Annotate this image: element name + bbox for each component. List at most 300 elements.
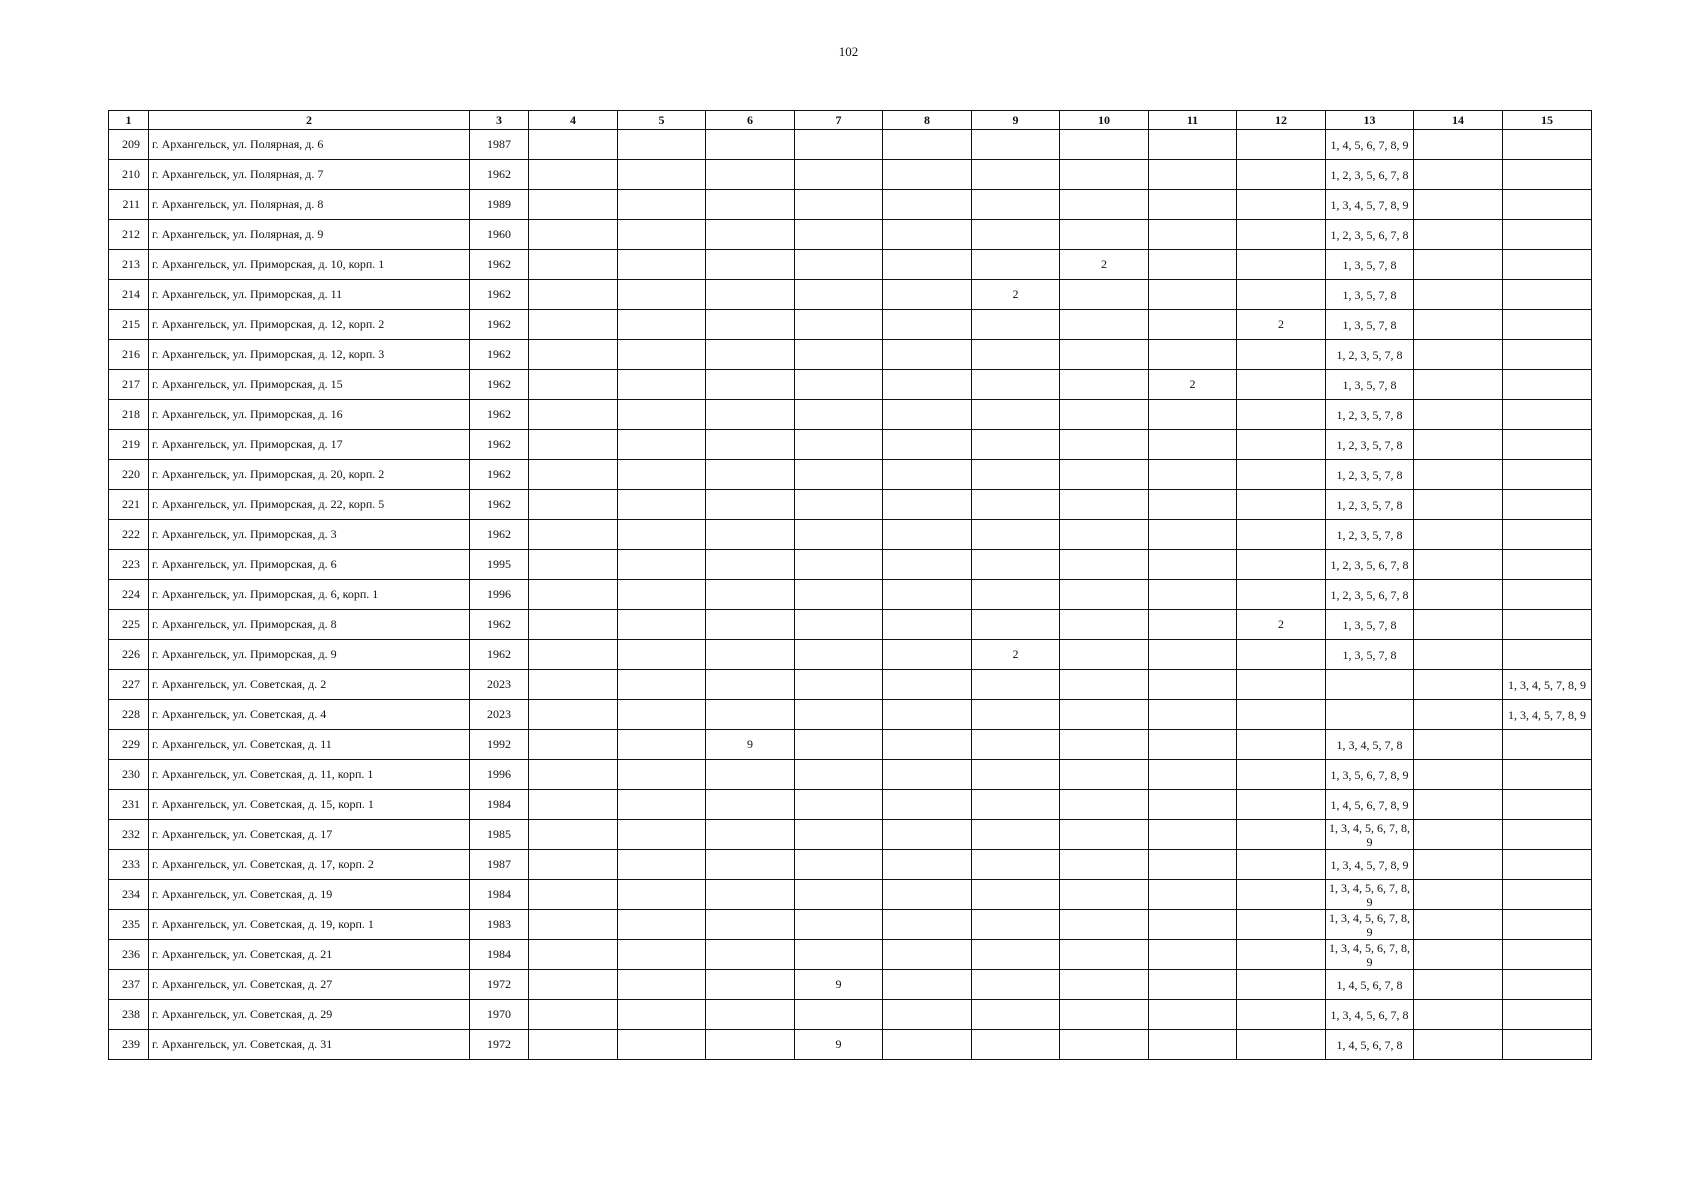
table-row [109, 280, 1592, 310]
col-14-cell [1414, 400, 1503, 430]
row-number-cell: 239 [109, 1030, 149, 1060]
column-header: 8 [883, 111, 972, 130]
col-15-cell [1503, 280, 1592, 310]
col-13-cell: 1, 2, 3, 5, 7, 8 [1326, 340, 1414, 370]
year-cell: 1962 [470, 400, 529, 430]
year-cell: 2023 [470, 700, 529, 730]
row-number-cell: 236 [109, 940, 149, 970]
col-14-cell [1414, 1030, 1503, 1060]
col-13-cell: 1, 3, 5, 7, 8 [1326, 310, 1414, 340]
col-13-cell: 1, 3, 5, 6, 7, 8, 9 [1326, 760, 1414, 790]
address-cell: г. Архангельск, ул. Советская, д. 21 [149, 940, 470, 970]
col-4-cell [529, 700, 618, 730]
col-4-cell [529, 730, 618, 760]
col-12-cell [1237, 580, 1326, 610]
col-11-cell [1149, 490, 1237, 520]
col-4-cell [529, 1000, 618, 1030]
row-number-cell: 234 [109, 880, 149, 910]
col-6-cell [706, 640, 795, 670]
col-5-cell [618, 400, 706, 430]
address-cell: г. Архангельск, ул. Советская, д. 11, корп. 1 [149, 760, 470, 790]
col-9-cell [972, 580, 1060, 610]
header-row [109, 111, 1592, 130]
col-13-cell: 1, 3, 4, 5, 7, 8 [1326, 730, 1414, 760]
col-12-cell [1237, 760, 1326, 790]
year-cell: 1962 [470, 430, 529, 460]
col-5-cell [618, 910, 706, 940]
col-13-cell: 1, 4, 5, 6, 7, 8, 9 [1326, 130, 1414, 160]
col-9-cell [972, 850, 1060, 880]
col-9-cell [972, 190, 1060, 220]
col-14-cell [1414, 700, 1503, 730]
col-14-cell [1414, 160, 1503, 190]
col-9-cell [972, 970, 1060, 1000]
col-8-cell [883, 730, 972, 760]
col-6-cell [706, 1030, 795, 1060]
row-number-cell: 216 [109, 340, 149, 370]
col-13-cell [1326, 700, 1414, 730]
table-row [109, 760, 1592, 790]
year-cell: 1995 [470, 550, 529, 580]
col-6-cell [706, 790, 795, 820]
col-5-cell [618, 160, 706, 190]
col-4-cell [529, 220, 618, 250]
col-13-cell: 1, 3, 5, 7, 8 [1326, 250, 1414, 280]
col-6-cell [706, 850, 795, 880]
col-13-cell: 1, 3, 4, 5, 6, 7, 8, 9 [1326, 940, 1414, 970]
address-cell: г. Архангельск, ул. Советская, д. 4 [149, 700, 470, 730]
col-14-cell [1414, 820, 1503, 850]
col-7-cell [795, 280, 883, 310]
address-cell: г. Архангельск, ул. Приморская, д. 17 [149, 430, 470, 460]
col-11-cell [1149, 430, 1237, 460]
col-7-cell [795, 910, 883, 940]
col-8-cell [883, 430, 972, 460]
col-11-cell [1149, 610, 1237, 640]
table-row [109, 340, 1592, 370]
col-7-cell [795, 850, 883, 880]
col-6-cell [706, 490, 795, 520]
col-10-cell [1060, 520, 1149, 550]
col-13-cell [1326, 670, 1414, 700]
col-11-cell [1149, 190, 1237, 220]
address-cell: г. Архангельск, ул. Приморская, д. 22, корп. 5 [149, 490, 470, 520]
year-cell: 1996 [470, 580, 529, 610]
col-5-cell [618, 580, 706, 610]
row-number-cell: 213 [109, 250, 149, 280]
col-11-cell [1149, 1000, 1237, 1030]
col-14-cell [1414, 250, 1503, 280]
col-13-cell: 1, 2, 3, 5, 7, 8 [1326, 520, 1414, 550]
col-4-cell [529, 940, 618, 970]
col-14-cell [1414, 550, 1503, 580]
row-number-cell: 223 [109, 550, 149, 580]
col-14-cell [1414, 1000, 1503, 1030]
row-number-cell: 220 [109, 460, 149, 490]
col-8-cell [883, 610, 972, 640]
row-number-cell: 237 [109, 970, 149, 1000]
row-number-cell: 228 [109, 700, 149, 730]
col-15-cell [1503, 610, 1592, 640]
year-cell: 1996 [470, 760, 529, 790]
col-5-cell [618, 310, 706, 340]
col-14-cell [1414, 910, 1503, 940]
col-6-cell [706, 910, 795, 940]
col-5-cell [618, 730, 706, 760]
col-8-cell [883, 160, 972, 190]
col-8-cell [883, 460, 972, 490]
year-cell: 1984 [470, 880, 529, 910]
col-5-cell [618, 550, 706, 580]
address-cell: г. Архангельск, ул. Приморская, д. 6 [149, 550, 470, 580]
col-15-cell [1503, 340, 1592, 370]
col-13-cell: 1, 3, 4, 5, 6, 7, 8, 9 [1326, 880, 1414, 910]
row-number-cell: 209 [109, 130, 149, 160]
col-6-cell [706, 580, 795, 610]
col-9-cell [972, 490, 1060, 520]
col-6-cell [706, 190, 795, 220]
col-6-cell [706, 460, 795, 490]
col-4-cell [529, 520, 618, 550]
register-body [109, 130, 1592, 1060]
col-12-cell [1237, 970, 1326, 1000]
col-11-cell [1149, 520, 1237, 550]
table-row [109, 940, 1592, 970]
address-cell: г. Архангельск, ул. Приморская, д. 6, корп. 1 [149, 580, 470, 610]
table-row [109, 130, 1592, 160]
col-4-cell [529, 130, 618, 160]
col-7-cell [795, 760, 883, 790]
col-13-cell: 1, 2, 3, 5, 7, 8 [1326, 490, 1414, 520]
column-header: 10 [1060, 111, 1149, 130]
address-cell: г. Архангельск, ул. Приморская, д. 11 [149, 280, 470, 310]
col-6-cell: 9 [706, 730, 795, 760]
col-12-cell [1237, 640, 1326, 670]
col-15-cell [1503, 850, 1592, 880]
page-number: 102 [838, 44, 859, 59]
col-11-cell [1149, 730, 1237, 760]
col-8-cell [883, 280, 972, 310]
address-cell: г. Архангельск, ул. Приморская, д. 12, корп. 3 [149, 340, 470, 370]
year-cell: 1987 [470, 850, 529, 880]
col-11-cell [1149, 760, 1237, 790]
col-5-cell [618, 700, 706, 730]
row-number-cell: 212 [109, 220, 149, 250]
address-cell: г. Архангельск, ул. Советская, д. 2 [149, 670, 470, 700]
col-9-cell [972, 130, 1060, 160]
col-8-cell [883, 910, 972, 940]
col-14-cell [1414, 790, 1503, 820]
col-5-cell [618, 850, 706, 880]
col-15-cell [1503, 580, 1592, 610]
col-9-cell [972, 670, 1060, 700]
col-11-cell [1149, 580, 1237, 610]
col-7-cell [795, 520, 883, 550]
col-11-cell [1149, 880, 1237, 910]
col-8-cell [883, 370, 972, 400]
column-header: 1 [109, 111, 149, 130]
column-header: 4 [529, 111, 618, 130]
table-row [109, 670, 1592, 700]
col-5-cell [618, 280, 706, 310]
col-10-cell [1060, 670, 1149, 700]
col-6-cell [706, 550, 795, 580]
table-row [109, 550, 1592, 580]
col-8-cell [883, 310, 972, 340]
table-row [109, 610, 1592, 640]
col-10-cell [1060, 400, 1149, 430]
col-12-cell [1237, 190, 1326, 220]
col-6-cell [706, 310, 795, 340]
col-11-cell [1149, 910, 1237, 940]
table-row [109, 640, 1592, 670]
col-12-cell [1237, 670, 1326, 700]
address-cell: г. Архангельск, ул. Советская, д. 19, корп. 1 [149, 910, 470, 940]
table-row [109, 1030, 1592, 1060]
col-4-cell [529, 910, 618, 940]
column-header: 5 [618, 111, 706, 130]
col-12-cell [1237, 130, 1326, 160]
col-4-cell [529, 760, 618, 790]
col-6-cell [706, 370, 795, 400]
col-9-cell [972, 940, 1060, 970]
col-5-cell [618, 520, 706, 550]
year-cell: 1962 [470, 460, 529, 490]
col-12-cell [1237, 280, 1326, 310]
col-14-cell [1414, 220, 1503, 250]
col-4-cell [529, 1030, 618, 1060]
col-5-cell [618, 670, 706, 700]
col-13-cell: 1, 2, 3, 5, 7, 8 [1326, 460, 1414, 490]
year-cell: 1962 [470, 370, 529, 400]
col-8-cell [883, 640, 972, 670]
col-15-cell [1503, 790, 1592, 820]
col-9-cell [972, 370, 1060, 400]
col-9-cell: 2 [972, 280, 1060, 310]
col-14-cell [1414, 580, 1503, 610]
address-cell: г. Архангельск, ул. Советская, д. 17 [149, 820, 470, 850]
col-4-cell [529, 790, 618, 820]
col-10-cell [1060, 790, 1149, 820]
col-11-cell: 2 [1149, 370, 1237, 400]
col-8-cell [883, 850, 972, 880]
col-9-cell [972, 220, 1060, 250]
col-4-cell [529, 490, 618, 520]
col-7-cell [795, 790, 883, 820]
col-10-cell [1060, 1030, 1149, 1060]
col-10-cell [1060, 760, 1149, 790]
col-11-cell [1149, 250, 1237, 280]
col-10-cell [1060, 190, 1149, 220]
col-15-cell [1503, 160, 1592, 190]
col-7-cell [795, 250, 883, 280]
table-row [109, 430, 1592, 460]
col-4-cell [529, 250, 618, 280]
col-11-cell [1149, 790, 1237, 820]
row-number-cell: 210 [109, 160, 149, 190]
col-6-cell [706, 820, 795, 850]
table-row [109, 790, 1592, 820]
col-7-cell [795, 730, 883, 760]
col-10-cell [1060, 340, 1149, 370]
col-4-cell [529, 190, 618, 220]
col-8-cell [883, 250, 972, 280]
col-12-cell [1237, 790, 1326, 820]
col-12-cell [1237, 430, 1326, 460]
column-header: 15 [1503, 111, 1592, 130]
col-10-cell [1060, 640, 1149, 670]
address-cell: г. Архангельск, ул. Приморская, д. 15 [149, 370, 470, 400]
col-15-cell [1503, 910, 1592, 940]
table-row [109, 160, 1592, 190]
col-9-cell [972, 610, 1060, 640]
year-cell: 1992 [470, 730, 529, 760]
col-14-cell [1414, 190, 1503, 220]
year-cell: 1962 [470, 310, 529, 340]
year-cell: 1984 [470, 940, 529, 970]
col-6-cell [706, 610, 795, 640]
col-4-cell [529, 460, 618, 490]
col-13-cell: 1, 4, 5, 6, 7, 8 [1326, 970, 1414, 1000]
col-14-cell [1414, 310, 1503, 340]
col-15-cell [1503, 430, 1592, 460]
col-6-cell [706, 430, 795, 460]
col-12-cell [1237, 880, 1326, 910]
col-13-cell: 1, 4, 5, 6, 7, 8, 9 [1326, 790, 1414, 820]
address-cell: г. Архангельск, ул. Полярная, д. 7 [149, 160, 470, 190]
col-15-cell [1503, 460, 1592, 490]
column-header: 11 [1149, 111, 1237, 130]
col-14-cell [1414, 460, 1503, 490]
col-11-cell [1149, 550, 1237, 580]
col-9-cell [972, 880, 1060, 910]
year-cell: 1983 [470, 910, 529, 940]
col-8-cell [883, 190, 972, 220]
col-15-cell [1503, 550, 1592, 580]
col-9-cell [972, 160, 1060, 190]
row-number-cell: 225 [109, 610, 149, 640]
col-4-cell [529, 430, 618, 460]
year-cell: 1987 [470, 130, 529, 160]
col-8-cell [883, 400, 972, 430]
col-9-cell [972, 700, 1060, 730]
col-9-cell [972, 430, 1060, 460]
col-11-cell [1149, 460, 1237, 490]
address-cell: г. Архангельск, ул. Приморская, д. 9 [149, 640, 470, 670]
col-6-cell [706, 130, 795, 160]
col-7-cell [795, 640, 883, 670]
register-table [108, 110, 1592, 1060]
col-14-cell [1414, 970, 1503, 1000]
col-7-cell [795, 220, 883, 250]
table-row [109, 250, 1592, 280]
col-15-cell [1503, 640, 1592, 670]
col-12-cell [1237, 550, 1326, 580]
col-9-cell [972, 340, 1060, 370]
col-10-cell [1060, 970, 1149, 1000]
col-4-cell [529, 340, 618, 370]
col-15-cell [1503, 940, 1592, 970]
address-cell: г. Архангельск, ул. Советская, д. 31 [149, 1030, 470, 1060]
address-cell: г. Архангельск, ул. Приморская, д. 3 [149, 520, 470, 550]
col-10-cell [1060, 820, 1149, 850]
col-4-cell [529, 580, 618, 610]
address-cell: г. Архангельск, ул. Советская, д. 15, корп. 1 [149, 790, 470, 820]
col-5-cell [618, 1030, 706, 1060]
col-13-cell: 1, 3, 4, 5, 7, 8, 9 [1326, 850, 1414, 880]
col-10-cell: 2 [1060, 250, 1149, 280]
address-cell: г. Архангельск, ул. Советская, д. 19 [149, 880, 470, 910]
col-13-cell: 1, 3, 5, 7, 8 [1326, 640, 1414, 670]
col-13-cell: 1, 3, 5, 7, 8 [1326, 280, 1414, 310]
col-6-cell [706, 940, 795, 970]
col-13-cell: 1, 2, 3, 5, 7, 8 [1326, 400, 1414, 430]
year-cell: 2023 [470, 670, 529, 700]
row-number-cell: 221 [109, 490, 149, 520]
table-row [109, 970, 1592, 1000]
col-5-cell [618, 460, 706, 490]
col-9-cell [972, 820, 1060, 850]
col-7-cell [795, 820, 883, 850]
col-9-cell: 2 [972, 640, 1060, 670]
col-14-cell [1414, 760, 1503, 790]
col-14-cell [1414, 940, 1503, 970]
col-9-cell [972, 910, 1060, 940]
col-4-cell [529, 400, 618, 430]
table-row [109, 820, 1592, 850]
column-header: 13 [1326, 111, 1414, 130]
address-cell: г. Архангельск, ул. Советская, д. 17, корп. 2 [149, 850, 470, 880]
col-5-cell [618, 430, 706, 460]
table-row [109, 370, 1592, 400]
col-4-cell [529, 160, 618, 190]
col-5-cell [618, 340, 706, 370]
row-number-cell: 217 [109, 370, 149, 400]
col-7-cell [795, 460, 883, 490]
col-13-cell: 1, 2, 3, 5, 6, 7, 8 [1326, 220, 1414, 250]
year-cell: 1962 [470, 490, 529, 520]
col-13-cell: 1, 2, 3, 5, 6, 7, 8 [1326, 550, 1414, 580]
col-4-cell [529, 670, 618, 700]
col-8-cell [883, 790, 972, 820]
col-11-cell [1149, 640, 1237, 670]
row-number-cell: 219 [109, 430, 149, 460]
col-5-cell [618, 970, 706, 1000]
row-number-cell: 230 [109, 760, 149, 790]
row-number-cell: 214 [109, 280, 149, 310]
table-row [109, 220, 1592, 250]
col-11-cell [1149, 280, 1237, 310]
col-13-cell: 1, 3, 5, 7, 8 [1326, 610, 1414, 640]
col-13-cell: 1, 3, 4, 5, 6, 7, 8 [1326, 1000, 1414, 1030]
col-8-cell [883, 340, 972, 370]
table-row [109, 880, 1592, 910]
col-14-cell [1414, 520, 1503, 550]
col-9-cell [972, 1000, 1060, 1030]
col-7-cell [795, 880, 883, 910]
col-6-cell [706, 160, 795, 190]
col-12-cell [1237, 940, 1326, 970]
col-12-cell [1237, 340, 1326, 370]
col-7-cell [795, 130, 883, 160]
col-15-cell [1503, 370, 1592, 400]
col-8-cell [883, 880, 972, 910]
col-10-cell [1060, 940, 1149, 970]
col-5-cell [618, 130, 706, 160]
col-11-cell [1149, 940, 1237, 970]
col-10-cell [1060, 1000, 1149, 1030]
column-header: 12 [1237, 111, 1326, 130]
